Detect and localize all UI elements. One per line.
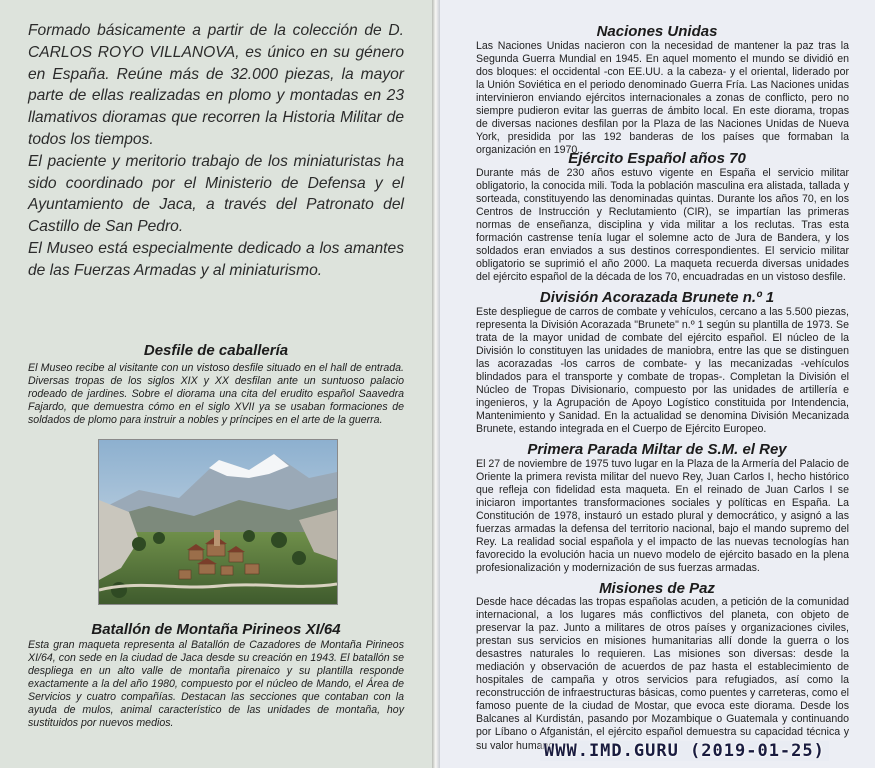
- section-body-primera-parada: El 27 de noviembre de 1975 tuvo lugar en la Plaza de la Armería del Palacio de Oriente la primera revista militar del nuevo Rey, Juan Carlos I, hecho histórico que refleja con fidelidad esta maqueta. En el reinado de Juan Carlos I se iniciaron importantes transformaciones sociales y políticas en España. La Constitución de 1978, instauró un estado plural y democrático, y asignó a las fuerzas armadas la defensa del territorio nacional, bajo el mando supremo del Rey. La realidad social española y el impacto de las nuevas tecnologías han favorecido la evolución hacia un nuevo modelo de ejército basado en la plena profesionalización y modernización de sus fuerzas armadas.: [476, 458, 849, 575]
- watermark: WWW.IMD.GURU (2019-01-25): [540, 741, 829, 761]
- intro-paragraph: El paciente y meritorio trabajo de los miniaturistas ha sido coordinado por el Ministerio de Defensa y el Ayuntamiento de Jaca, a través del Patronato del Castillo de San Pedro.: [28, 152, 404, 236]
- section-title-naciones-unidas: Naciones Unidas: [596, 23, 718, 40]
- intro-paragraph: El Museo está especialmente dedicado a los amantes de las Fuerzas Armadas y al miniaturismo.: [28, 239, 404, 279]
- section-body-ejercito-espanol: Durante más de 230 años estuvo vigente en España el servicio militar obligatorio, la conocida mili. Toda la población masculina era alistada, tallada y sorteada, constituyendo las denominadas quintas. Durante los años 70, en los Centros de Instrucción y Reclutamiento (CIR), se impartían las primeras normas de enseñanza, disciplina y vida militar a los reclutas. Tras esta formación castrense tenía lugar el solemne acto de Jura de Bandera, y los soldados eran enviados a sus destinos correspondientes. El servicio militar obligatorio se suprimió el año 2000. La maqueta recuerda diversas unidades del ejército español de la década de los 70, encuadradas en un vistoso desfile.: [476, 167, 849, 284]
- section-body-pirineos: Esta gran maqueta representa al Batallón de Cazadores de Montaña Pirineos XI/64, con sede en la ciudad de Jaca desde su creación en 1943. El batallón se despliega en un alto valle de montaña pirenaico y su plantilla responde exactamente a la del año 1980, compuesto por el núcleo de Mando, el Área de Servicios y cuatro compañías. Destacan las secciones que contaban con la ayuda de mulos, animal característico de las unidades de montaña, hoy sustituidos por nuevos medios.: [28, 639, 404, 730]
- section-body-division-brunete: Este despliegue de carros de combate y vehículos, cercano a las 5.500 piezas, representa la División Acorazada "Brunete" n.º 1 según su plantilla de 1973. Se trata de la mayor unidad de combate del ejército español. El núcleo de la División lo constituyen las unidades de maniobra, entre las que se distinguen las acorazadas -los carros de combate- y las mecanizadas -vehículos blindados para el transporte y combate de tropas-. Completan la División el Núcleo de Tropas Divisionario, compuesto por las unidades de artillería e ingenieros, y la Agrupación de Apoyo Logístico constituida por Intendencia, Mantenimiento y Sanidad. En la actualidad se denomina División Mecanizada Brunete, estando integrada en el Cuerpo de Ejército Europeo.: [476, 306, 849, 436]
- section-title-misiones-de-paz: Misiones de Paz: [599, 580, 715, 597]
- mountain-diorama-photo: [98, 439, 338, 605]
- intro-paragraph: Formado básicamente a partir de la colección de D. CARLOS ROYO VILLANOVA, es único en su género en España. Reúne más de 32.000 piezas, la mayor parte de ellas realizadas en plomo y montadas en 23 llamativos dioramas que recorren la Historia Militar de todos los tiempos.: [28, 22, 404, 148]
- section-title-division-brunete: División Acorazada Brunete n.º 1: [539, 289, 775, 306]
- section-body-misiones-de-paz: Desde hace décadas las tropas españolas acuden, a petición de la comunidad internacional, a los lugares más conflictivos del planeta, con objeto de preservar la paz. Junto a militares de otros países y organizaciones civiles, prestan sus servicios en misiones humanitarias allí donde la guerra o los desastres naturales lo requieren. Las misiones son diversas: desde la mediación y observación de acuerdos de paz hasta el establecimiento de hospitales de campaña y otros servicios para refugiados, así como la reconstrucción de infraestructuras básicas, como puentes y carreteras, como el famoso puente de la ciudad de Mostar, que evoca este diorama. Desde los Balcanes al Kurdistán, pasando por Mozambique o Guatemala y continuando por Líbano o Afganistán, el ejército español demuestra su capacidad técnica y su valor humano.: [476, 596, 849, 752]
- section-title-ejercito-espanol: Ejército Español años 70: [568, 150, 746, 167]
- intro-text: [28, 20, 404, 282]
- page-fold: [432, 0, 440, 768]
- section-title-primera-parada: Primera Parada Miltar de S.M. el Rey: [527, 441, 787, 458]
- section-title-caballeria: Desfile de caballería: [143, 342, 289, 359]
- section-body-naciones-unidas: Las Naciones Unidas nacieron con la necesidad de mantener la paz tras la Segunda Guerra Mundial en 1945. En aquel momento el mundo se dividió en dos bloques: el occidental -con EE.UU. a la cabeza- y el oriental, liderado por la Unión Soviética en el periodo denominado Guerra Fría. Las Naciones unidas intervinieron enviando ejércitos internacionales a zonas de conflicto, pero no siempre pudieron evitar las guerras de ámbito local. En este diorama, tropas de diversas naciones desfilan por la Plaza de las Naciones Unidas de Nueva York, presidida por las 192 banderas de los países que formaban la organización en 1970.: [476, 40, 849, 157]
- section-title-pirineos: Batallón de Montaña Pirineos XI/64: [91, 621, 341, 638]
- section-body-caballeria: El Museo recibe al visitante con un vistoso desfile situado en el hall de entrada. Diversas tropas de los siglos XIX y XX desfilan ante un suntuoso palacio rodeado de jardines. Sobre el diorama una cita del erudito español Saavedra Fajardo, que demuestra cómo en el siglo XVII ya se usaban formaciones de soldados de plomo para instruir a nobles y príncipes en el arte de la guerra.: [28, 362, 404, 427]
